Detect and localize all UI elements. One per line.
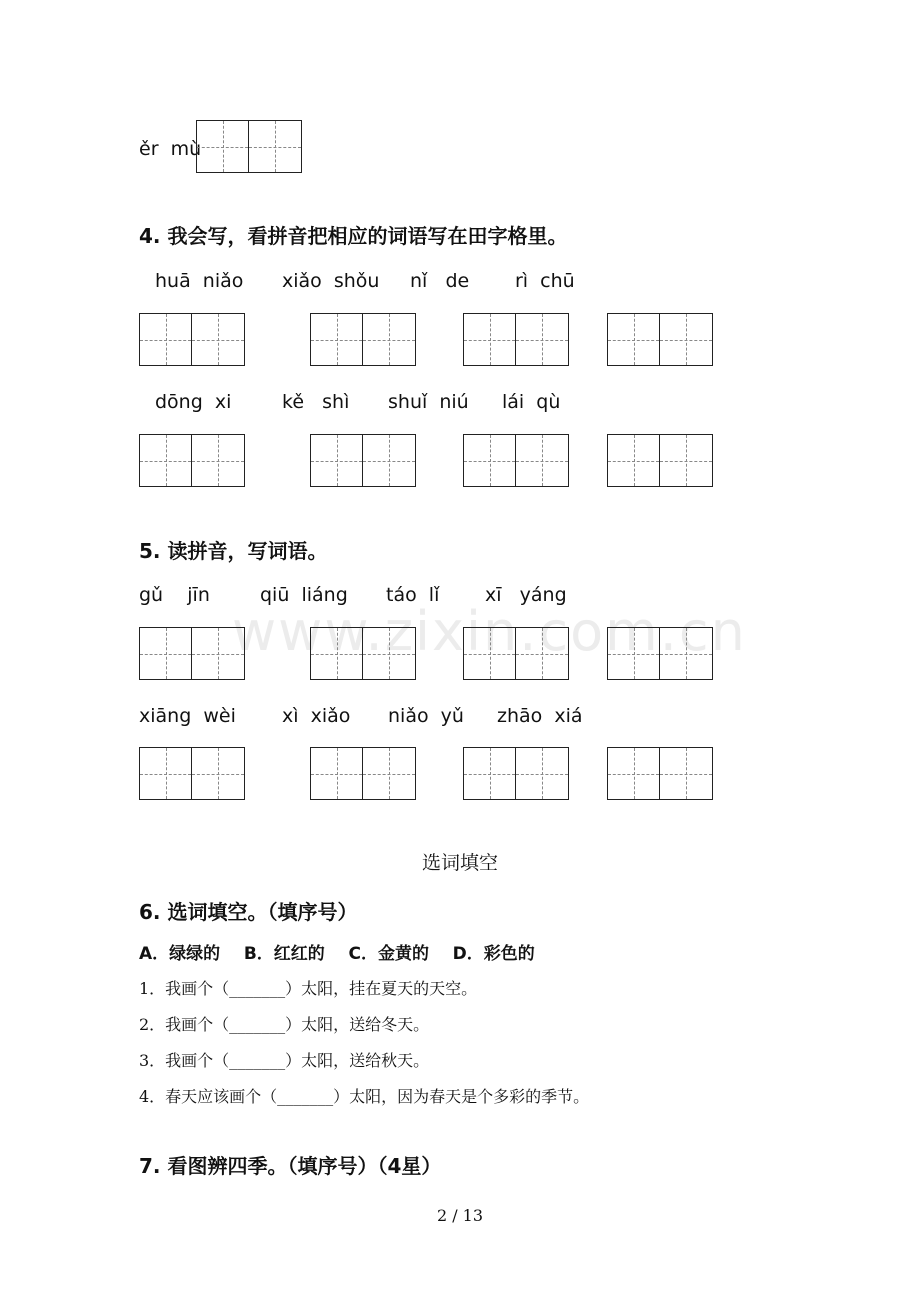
pinyin-tao-li: táo lǐ <box>386 584 440 606</box>
fill-sentence-3[interactable]: 3．我画个（_______）太阳，送给秋天。 <box>139 1051 430 1070</box>
writing-grid[interactable] <box>463 434 569 487</box>
writing-grid[interactable] <box>139 313 245 366</box>
writing-grid[interactable] <box>139 747 245 800</box>
pinyin-xi-yang: xī yáng <box>485 584 567 606</box>
pinyin-dong-xi: dōng xi <box>155 391 232 413</box>
pinyin-xiang-wei: xiāng wèi <box>139 705 236 727</box>
pinyin-hua-niao: huā niǎo <box>155 270 244 292</box>
question-5-heading: 5. 读拼音，写词语。 <box>139 539 328 563</box>
pinyin-qiu-liang: qiū liáng <box>260 584 348 606</box>
writing-grid[interactable] <box>463 747 569 800</box>
writing-grid[interactable] <box>310 434 416 487</box>
writing-grid[interactable] <box>310 313 416 366</box>
fill-sentence-1[interactable]: 1．我画个（_______）太阳，挂在夏天的天空。 <box>139 979 478 998</box>
pinyin-ni-de: nǐ de <box>410 270 470 292</box>
writing-grid[interactable] <box>139 434 245 487</box>
writing-grid[interactable] <box>607 627 713 680</box>
fill-sentence-2[interactable]: 2．我画个（_______）太阳，送给冬天。 <box>139 1015 430 1034</box>
pinyin-ri-chu: rì chū <box>515 270 575 292</box>
pinyin-shui-niu: shuǐ niú <box>388 391 469 413</box>
word-options: A．绿绿的 B．红红的 C．金黄的 D．彩色的 <box>139 944 535 964</box>
writing-grid[interactable] <box>607 747 713 800</box>
writing-grid[interactable] <box>607 434 713 487</box>
pinyin-er-mu: ěr mù <box>139 138 202 160</box>
pinyin-xi-xiao: xì xiǎo <box>282 705 351 727</box>
question-6-heading: 6. 选词填空。（填序号） <box>139 900 358 924</box>
page-number: 2 / 13 <box>436 1206 484 1225</box>
writing-grid[interactable] <box>463 627 569 680</box>
writing-grid[interactable] <box>463 313 569 366</box>
pinyin-zhao-xia: zhāo xiá <box>497 705 583 727</box>
writing-grid[interactable] <box>310 747 416 800</box>
section-title: 选词填空 <box>421 852 498 874</box>
pinyin-lai-qu: lái qù <box>502 391 561 413</box>
pinyin-ke-shi: kě shì <box>282 391 350 413</box>
writing-grid[interactable] <box>139 627 245 680</box>
watermark: www.zixin.com.cn <box>232 600 747 663</box>
question-7-heading: 7. 看图辨四季。（填序号）（4星） <box>139 1154 442 1178</box>
writing-grid[interactable] <box>310 627 416 680</box>
pinyin-gu-jin: gǔ jīn <box>139 584 210 606</box>
pinyin-niao-yu: niǎo yǔ <box>388 705 464 727</box>
pinyin-xiao-shou: xiǎo shǒu <box>282 270 380 292</box>
writing-grid[interactable] <box>196 120 302 173</box>
writing-grid[interactable] <box>607 313 713 366</box>
question-4-heading: 4. 我会写，看拼音把相应的词语写在田字格里。 <box>139 224 568 248</box>
fill-sentence-4[interactable]: 4．春天应该画个（_______）太阳，因为春天是个多彩的季节。 <box>139 1087 590 1106</box>
